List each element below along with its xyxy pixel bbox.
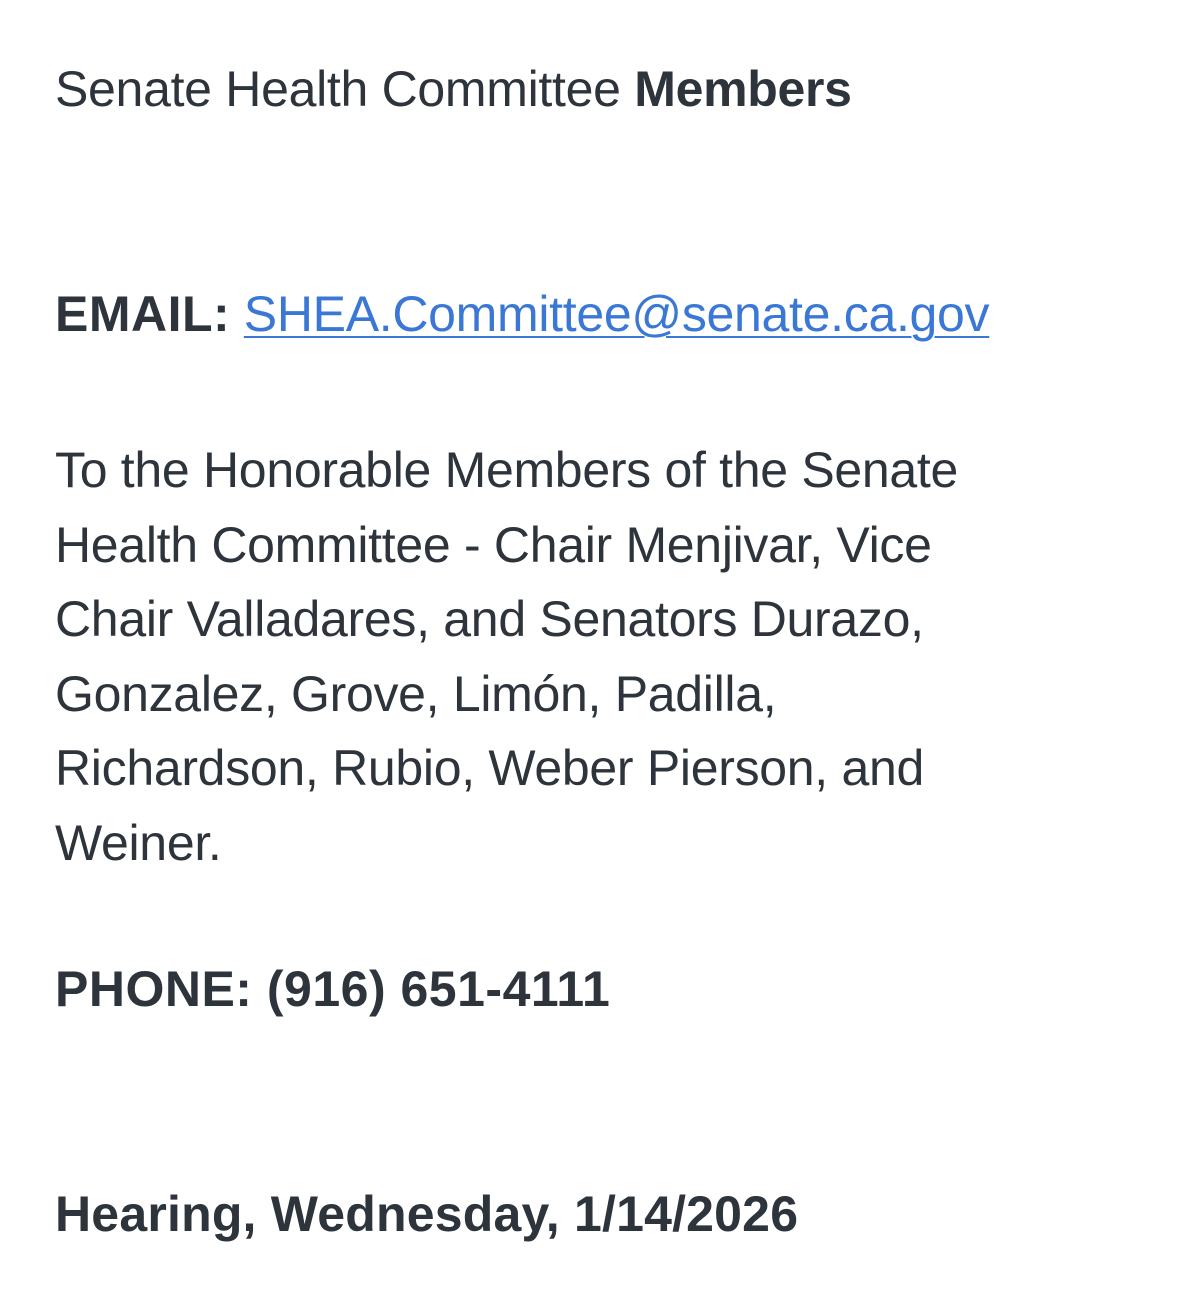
hearing-date: Hearing, Wednesday, 1/14/2026 (55, 1186, 799, 1242)
message-line: Weiner. (55, 814, 222, 871)
message-line: To the Honorable Members of the Senate (55, 442, 959, 498)
message-line: Chair Valladares, and Senators Durazo, (55, 591, 924, 647)
email-label: EMAIL: (55, 286, 231, 342)
message-body (55, 433, 1135, 880)
email-row (55, 283, 989, 345)
phone-row (55, 958, 610, 1020)
message-line: Health Committee - Chair Menjivar, Vice (55, 516, 932, 573)
message-line: Richardson, Rubio, Weber Pierson, and (55, 740, 925, 796)
page-title (55, 58, 852, 120)
title-prefix: Senate Health Committee (55, 61, 621, 117)
phone-number[interactable]: (916) 651-4111 (266, 961, 611, 1017)
phone-label: PHONE: (55, 961, 253, 1017)
email-link[interactable]: SHEA.Committee@senate.ca.gov (243, 286, 990, 342)
message-line: Gonzalez, Grove, Limón, Padilla, (55, 665, 777, 722)
title-bold: Members (634, 61, 852, 117)
